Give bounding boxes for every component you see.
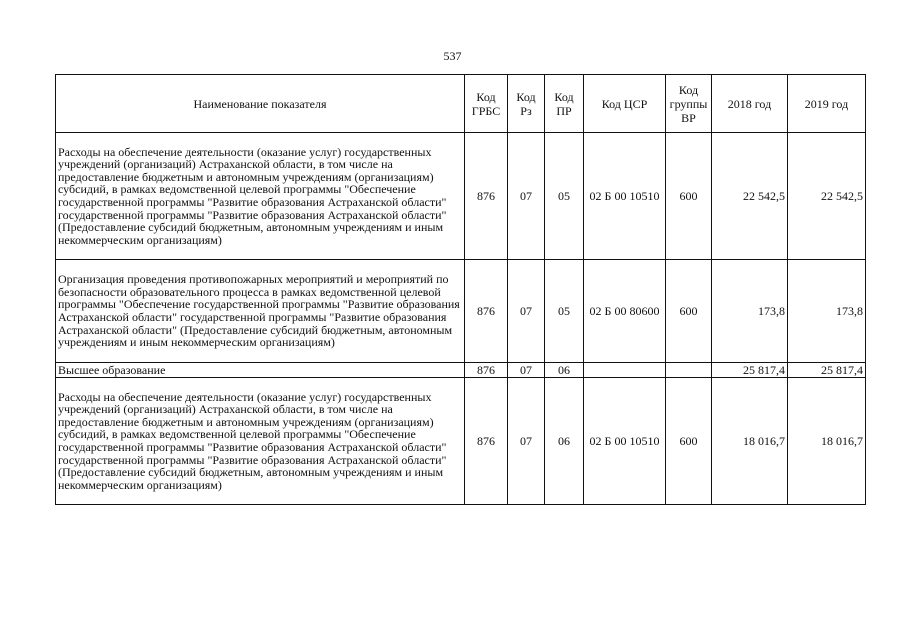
cell-2018: 18 016,7 — [712, 378, 788, 505]
cell-vr — [666, 363, 712, 378]
cell-vr: 600 — [666, 260, 712, 363]
cell-name: Организация проведения противопожарных мероприятий и мероприятий по безопасности образовательного процесса в рамках ведомственной целевой программы "Обеспечение государственной программы "Развитие образования Астраханской области" государственной программы "Развитие образования Астраханской области" (Предоставление субсидий бюджетным, автономным учреждениям и иным некоммерческим организациям) — [56, 260, 465, 363]
table-row — [56, 260, 866, 363]
cell-2019: 173,8 — [788, 260, 866, 363]
cell-csr: 02 Б 00 10510 — [584, 133, 666, 260]
table-row — [56, 363, 866, 378]
cell-pr: 06 — [545, 363, 584, 378]
cell-csr: 02 Б 00 10510 — [584, 378, 666, 505]
cell-rz: 07 — [508, 363, 545, 378]
table-row — [56, 378, 866, 505]
cell-csr: 02 Б 00 80600 — [584, 260, 666, 363]
cell-2018: 25 817,4 — [712, 363, 788, 378]
cell-vr: 600 — [666, 378, 712, 505]
table-header-row — [56, 75, 866, 133]
cell-2018: 22 542,5 — [712, 133, 788, 260]
page-number: 537 — [443, 49, 462, 63]
cell-pr: 06 — [545, 378, 584, 505]
cell-pr: 05 — [545, 260, 584, 363]
cell-grbs: 876 — [465, 378, 508, 505]
table-row — [56, 133, 866, 260]
cell-2019: 25 817,4 — [788, 363, 866, 378]
cell-csr — [584, 363, 666, 378]
cell-grbs: 876 — [465, 363, 508, 378]
cell-vr: 600 — [666, 133, 712, 260]
header-pr: Код ПР — [545, 75, 584, 133]
cell-grbs: 876 — [465, 133, 508, 260]
header-rz: Код Рз — [508, 75, 545, 133]
cell-name: Расходы на обеспечение деятельности (оказание услуг) государственных учреждений (организаций) Астраханской области, в том числе на предоставление бюджетным и автономным учреждениям (организациям) субсидий, в рамках ведомственной целевой программы "Обеспечение государственной программы "Развитие образования Астраханской области" государственной программы "Развитие образования Астраханской области" (Предоставление субсидий бюджетным, автономным учреждениям и иным некоммерческим организациям) — [56, 378, 465, 505]
header-vr: Код группы ВР — [666, 75, 712, 133]
cell-pr: 05 — [545, 133, 584, 260]
cell-rz: 07 — [508, 133, 545, 260]
cell-name: Расходы на обеспечение деятельности (оказание услуг) государственных учреждений (организаций) Астраханской области, в том числе на предоставление бюджетным и автономным учреждениям (организациям) субсидий, в рамках ведомственной целевой программы "Обеспечение государственной программы "Развитие образования Астраханской области" государственной программы "Развитие образования Астраханской области" (Предоставление субсидий бюджетным, автономным учреждениям и иным некоммерческим организациям) — [56, 133, 465, 260]
header-2018: 2018 год — [712, 75, 788, 133]
budget-table — [55, 74, 866, 505]
header-grbs: Код ГРБС — [465, 75, 508, 133]
header-2019: 2019 год — [788, 75, 866, 133]
header-csr: Код ЦСР — [584, 75, 666, 133]
cell-grbs: 876 — [465, 260, 508, 363]
cell-2018: 173,8 — [712, 260, 788, 363]
cell-rz: 07 — [508, 260, 545, 363]
header-name: Наименование показателя — [56, 75, 465, 133]
cell-2019: 18 016,7 — [788, 378, 866, 505]
cell-rz: 07 — [508, 378, 545, 505]
cell-2019: 22 542,5 — [788, 133, 866, 260]
cell-name: Высшее образование — [56, 363, 465, 378]
